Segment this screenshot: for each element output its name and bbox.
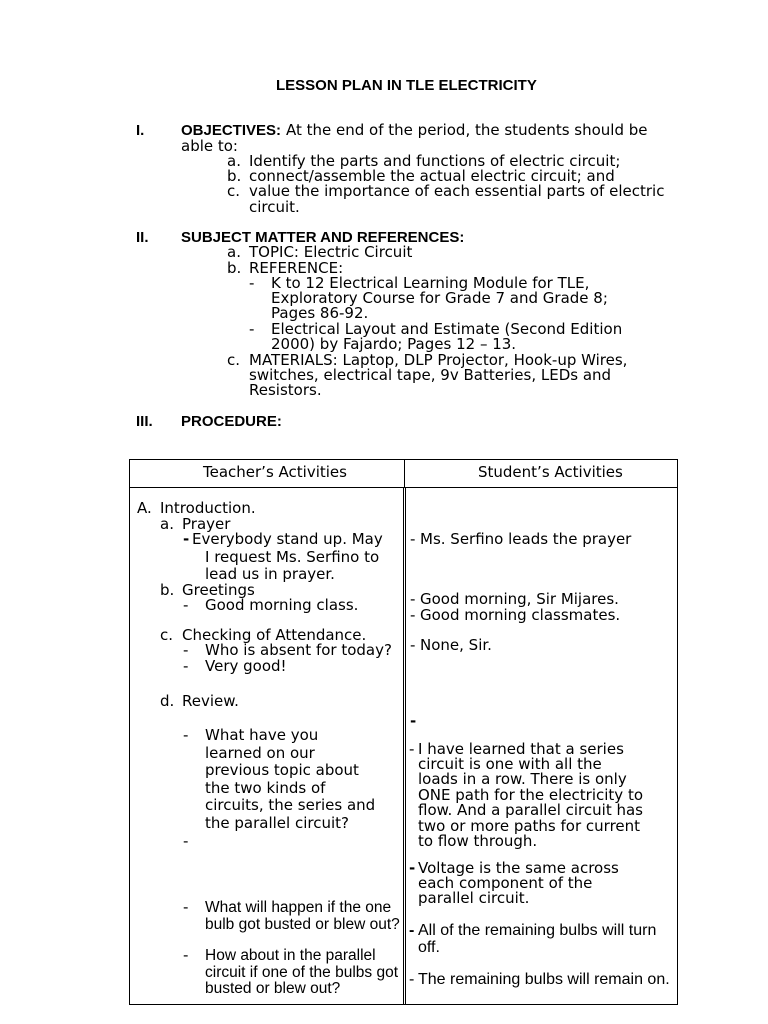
bullet-dash: -	[409, 859, 416, 877]
student-line: None, Sir.	[420, 636, 492, 654]
section-heading: OBJECTIVES:	[181, 122, 282, 139]
item-marker: a.	[227, 152, 241, 170]
reference-item-continued: Pages 86-92.	[271, 304, 369, 322]
materials-line: MATERIALS: Laptop, DLP Projector, Hook-up Wires,	[249, 351, 628, 369]
objective-item: Identify the parts and functions of electric circuit;	[249, 152, 621, 170]
student-line: parallel circuit.	[418, 889, 530, 907]
bullet-dash: -	[410, 606, 416, 624]
part-title: Introduction.	[160, 499, 256, 517]
topic-line: TOPIC: Electric Circuit	[249, 243, 413, 261]
reference-label: REFERENCE:	[249, 259, 344, 277]
student-line: ONE path for the electricity to	[418, 786, 644, 804]
teacher-line: previous topic about	[205, 761, 359, 779]
bullet-dash: -	[183, 946, 189, 964]
student-line: circuit is one with all the	[418, 755, 602, 773]
student-line: Good morning, Sir Mijares.	[420, 590, 619, 608]
student-line: The remaining bulbs will remain on.	[418, 971, 670, 988]
student-line: to flow through.	[418, 832, 538, 850]
item-marker: b.	[227, 167, 242, 185]
activity-title: Review.	[182, 692, 239, 710]
student-line: off.	[418, 939, 440, 956]
part-marker: A.	[137, 499, 152, 517]
item-marker: c.	[227, 351, 241, 369]
student-line: Ms. Serfino leads the prayer	[420, 530, 632, 548]
teacher-line: the parallel circuit?	[205, 814, 349, 832]
teacher-line: learned on our	[205, 744, 315, 762]
teacher-line: How about in the parallel	[205, 947, 376, 964]
bullet-dash: -	[410, 530, 416, 548]
teacher-line: busted or blew out?	[205, 980, 341, 997]
item-marker: c.	[227, 182, 241, 200]
objective-item-continued: circuit.	[249, 198, 300, 216]
student-line: Voltage is the same across	[418, 859, 619, 877]
bullet-dash: -	[410, 636, 416, 654]
section-numeral: I.	[136, 122, 145, 139]
bullet-dash: -	[183, 641, 189, 659]
bullet-dash: -	[183, 530, 190, 548]
bullet-dash: -	[409, 922, 415, 939]
bullet-dash: -	[183, 898, 189, 916]
teacher-line: circuits, the series and	[205, 796, 376, 814]
bullet-dash: -	[183, 832, 189, 850]
student-activities-header: Student’s Activities	[478, 463, 623, 481]
teacher-line: Very good!	[205, 657, 287, 675]
student-line: Good morning classmates.	[420, 606, 621, 624]
bullet-dash: -	[249, 274, 255, 292]
bullet-dash: -	[409, 740, 415, 758]
bullet-dash: -	[249, 320, 255, 338]
teacher-line: circuit if one of the bulbs got	[205, 964, 399, 981]
student-line: loads in a row. There is only	[418, 770, 627, 788]
objectives-intro-line: able to:	[181, 137, 238, 155]
activity-title: Checking of Attendance.	[182, 626, 367, 644]
bullet-dash: -	[409, 971, 415, 988]
student-line: each component of the	[418, 874, 593, 892]
item-marker: a.	[160, 515, 174, 533]
teacher-line: lead us in prayer.	[205, 565, 335, 583]
section-heading: PROCEDURE:	[181, 413, 282, 430]
reference-item: Electrical Layout and Estimate (Second Edition	[271, 320, 623, 338]
teacher-activities-header: Teacher’s Activities	[203, 463, 347, 481]
teacher-line: Who is absent for today?	[205, 641, 392, 659]
bullet-dash: -	[410, 712, 417, 730]
reference-item-continued: Exploratory Course for Grade 7 and Grade 8;	[271, 289, 608, 307]
item-marker: b.	[160, 581, 175, 599]
teacher-line: What will happen if the one	[205, 899, 392, 916]
student-line: two or more paths for current	[418, 817, 641, 835]
materials-line: Resistors.	[249, 381, 322, 399]
item-marker: c.	[160, 626, 174, 644]
objective-item: value the importance of each essential parts of electric	[249, 182, 665, 200]
bullet-dash: -	[410, 590, 416, 608]
section-numeral: II.	[136, 229, 149, 246]
activity-title: Greetings	[182, 581, 255, 599]
item-marker: b.	[227, 259, 242, 277]
objective-item: connect/assemble the actual electric circuit; and	[249, 167, 615, 185]
materials-line: switches, electrical tape, 9v Batteries, LEDs and	[249, 366, 612, 384]
table-column-divider	[403, 488, 406, 1004]
objectives-intro-line: At the end of the period, the students should be	[286, 121, 648, 139]
teacher-line: I request Ms. Serfino to	[205, 548, 380, 566]
teacher-line: What have you	[205, 726, 319, 744]
section-numeral: III.	[136, 413, 153, 430]
item-marker: d.	[160, 692, 175, 710]
reference-item-continued: 2000) by Fajardo; Pages 12 – 13.	[271, 335, 517, 353]
teacher-line: Good morning class.	[205, 596, 359, 614]
document-title: LESSON PLAN IN TLE ELECTRICITY	[276, 77, 537, 94]
teacher-line: Everybody stand up. May	[192, 530, 383, 548]
bullet-dash: -	[183, 657, 189, 675]
teacher-line: bulb got busted or blew out?	[205, 916, 400, 933]
section-heading: SUBJECT MATTER AND REFERENCES:	[181, 229, 465, 246]
teacher-line: the two kinds of	[205, 779, 326, 797]
student-line: I have learned that a series	[418, 740, 624, 758]
bullet-dash: -	[183, 726, 189, 744]
student-line: flow. And a parallel circuit has	[418, 801, 643, 819]
student-line: All of the remaining bulbs will turn	[418, 922, 657, 939]
bullet-dash: -	[183, 596, 189, 614]
activity-title: Prayer	[182, 515, 231, 533]
item-marker: a.	[227, 243, 241, 261]
table-column-divider	[404, 460, 405, 488]
reference-item: K to 12 Electrical Learning Module for TLE,	[271, 274, 590, 292]
